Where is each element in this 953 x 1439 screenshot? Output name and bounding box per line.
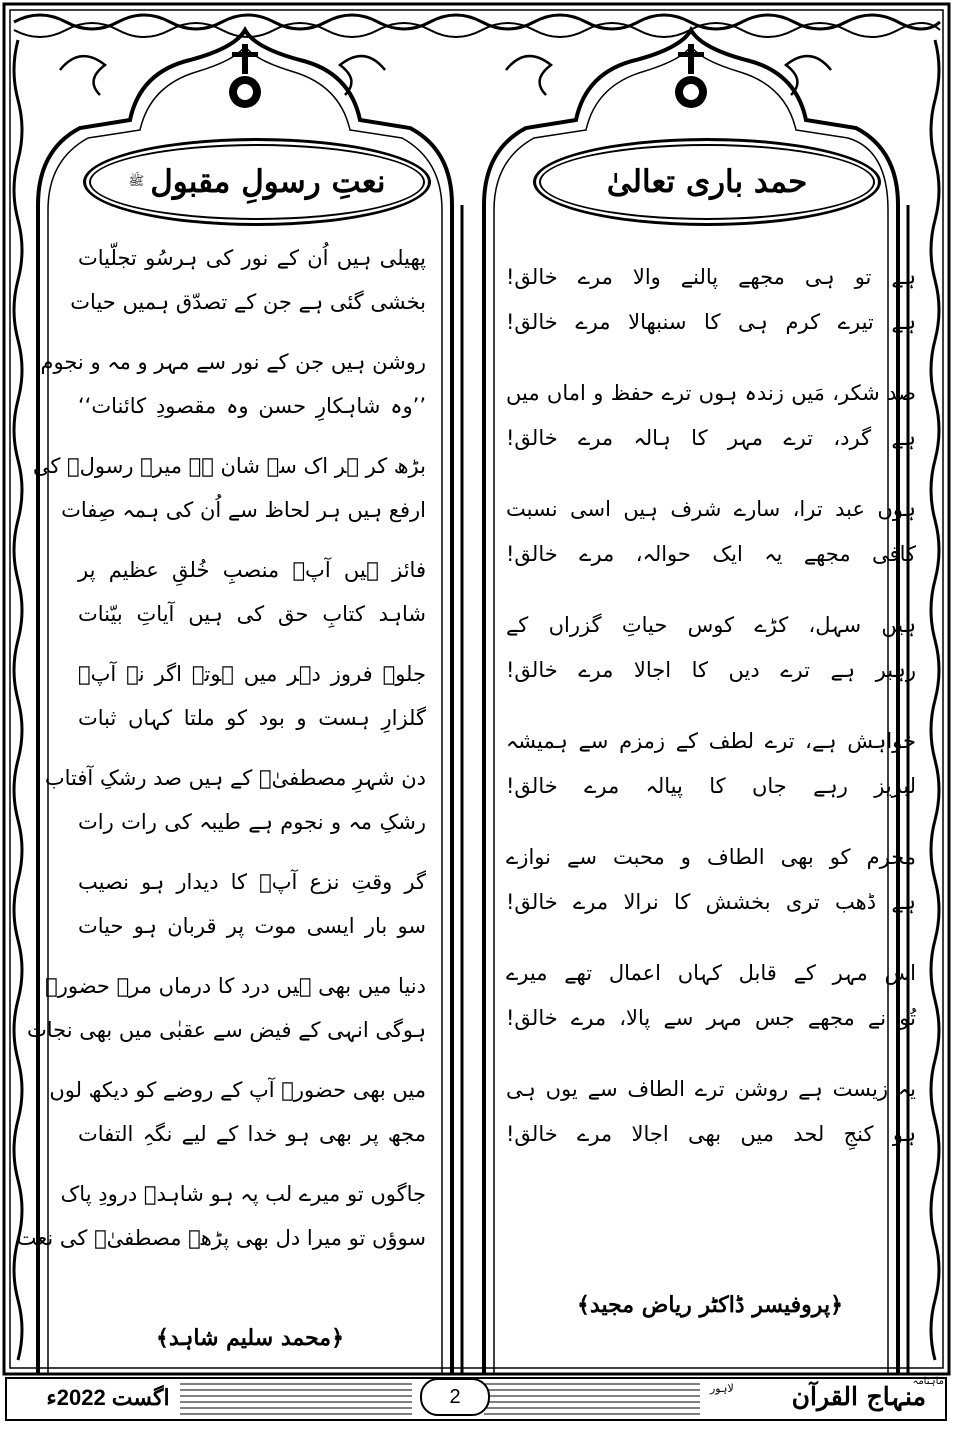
stanza [78,652,426,756]
verse-line: فائز ہیں آپؐ منصبِ خُلقِ عظیم پر [78,558,426,582]
verse-line: سو بار ایسی موت پر قربان ہو حیات [78,914,426,938]
hamd-title-oval [533,138,881,226]
stanza [78,860,426,964]
verse-line: گر وقتِ نزع آپؐ کا دیدار ہو نصیب [78,870,426,894]
stanza [44,756,426,860]
verse-line: سوؤں تو میرا دل بھی پڑھے مصطفیٰؐ کی نعت [16,1226,426,1250]
stanza [32,444,426,548]
naat-poem [16,236,426,1276]
issue-date: اگست 2022ء [46,1385,170,1410]
verse-line: تُو نے مجھے جس مہر سے پالا، مرے خالق! [506,1006,916,1030]
stanza [49,1068,426,1172]
verse-line: بخشی گئی ہے جن کے تصدّق ہمیں حیات [70,290,426,314]
verse-line: ہے تو ہی مجھے پالنے والا مرے خالق! [506,265,916,289]
verse-line: بڑھ کر ہر اک سے شان ہے میرے رسولؐ کی [32,454,426,478]
verse-line: ہوں عبد ترا، سارے شرف ہیں اسی نسبت [506,497,916,521]
verse-line: رشکِ مہ و نجوم ہے طیبہ کی رات رات [78,810,426,834]
verse-line: دن شہرِ مصطفیٰؐ کے ہیں صد رشکِ آفتاب [44,766,426,790]
verse-line: مجھ پر بھی ہو خدا کے لیے نگہِ التفات [78,1122,426,1146]
stanza [40,340,426,444]
verse-line: یہ زیست ہے روشن ترے الطاف سے یوں ہی [506,1077,916,1101]
verse-line: ہے تیرے کرم ہی کا سنبھالا مرے خالق! [506,310,916,334]
stanza [506,255,916,371]
verse-line: گلزارِ ہست و بود کو ملتا کہاں ثبات [78,706,426,730]
stanza [506,371,916,487]
page-number: 2 [420,1378,490,1416]
verse-line: ہے گرد، ترے مہر کا ہالہ مرے خالق! [506,426,916,450]
verse-line: ہے ڈھب تری بخشش کا نرالا مرے خالق! [506,890,916,914]
hamd-poem [506,255,916,1183]
hamd-title: حمد باری تعالیٰ [606,164,808,200]
magazine-city: لاہور [710,1382,734,1395]
stanza [16,1172,426,1276]
stanza [506,951,916,1067]
stanza [506,719,916,835]
verse-line: ہوگی انہی کے فیض سے عقبٰی میں بھی نجات [26,1018,426,1042]
verse-line: میں بھی حضورؐ آپ کے روضے کو دیکھ لوں [49,1078,426,1102]
verse-line: اس مہر کے قابل کہاں اعمال تھے میرے [506,961,916,985]
verse-line: صد شکر، مَیں زندہ ہوں ترے حفظ و اماں میں [506,381,916,405]
verse-line: لبریز رہے جاں کا پیالہ مرے خالق! [506,774,916,798]
verse-line: جاگوں تو میرے لب پہ ہو شاہدؔ درودِ پاک [60,1182,426,1206]
verse-line: ’’وہ شاہکارِ حسن وہ مقصودِ کائنات‘‘ [78,394,426,418]
page-footer [6,1376,946,1430]
magazine-name: منہاج القرآن [791,1382,926,1411]
stanza [506,487,916,603]
verse-line: دنیا میں بھی ہیں درد کا درماں مرے حضورؐ [45,974,426,998]
magazine-masthead [706,1376,944,1420]
naat-poet: ﴿محمد سلیم شاہد﴾ [156,1325,344,1351]
honorific: ﷺ [128,173,145,189]
verse-line: جلوہ فروز دہر میں ہوتے اگر نہ آپؐ [78,662,426,686]
verse-line: کافی مجھے یہ ایک حوالہ، مرے خالق! [506,542,916,566]
stanza [506,1067,916,1183]
verse-line: روشن ہیں جن کے نور سے مہر و مہ و نجوم [40,350,426,374]
verse-line: ارفع ہیں ہر لحاظ سے اُن کی ہمہ صِفات [61,498,426,522]
verse-line: ہو کنجِ لحد میں بھی اجالا مرے خالق! [506,1122,916,1146]
verse-line: مجرم کو بھی الطاف و محبت سے نوازے [506,845,916,869]
stanza [70,236,426,340]
verse-line: رہبر ہے ترے دیں کا اجالا مرے خالق! [506,658,916,682]
stanza [506,603,916,719]
verse-line: پھیلی ہیں اُن کے نور کی ہرسُو تجلّیات [78,246,426,270]
verse-line: شاہد کتابِ حق کی ہیں آیاتِ بیّنات [78,602,426,626]
stanza [26,964,426,1068]
stanza [78,548,426,652]
naat-title-oval [83,138,431,226]
hamd-poet: ﴿پروفیسر ڈاکٹر ریاض مجید﴾ [577,1292,843,1318]
verse-line: ہیں سہل، کڑے کوس حیاتِ گزراں کے [506,613,916,637]
verse-line: خواہش ہے، ترے لطف کے زمزم سے ہمیشہ [506,729,916,753]
naat-title: نعتِ رسولِ مقبول [150,164,386,200]
stanza [506,835,916,951]
magazine-label: ماہنامہ [912,1376,944,1387]
